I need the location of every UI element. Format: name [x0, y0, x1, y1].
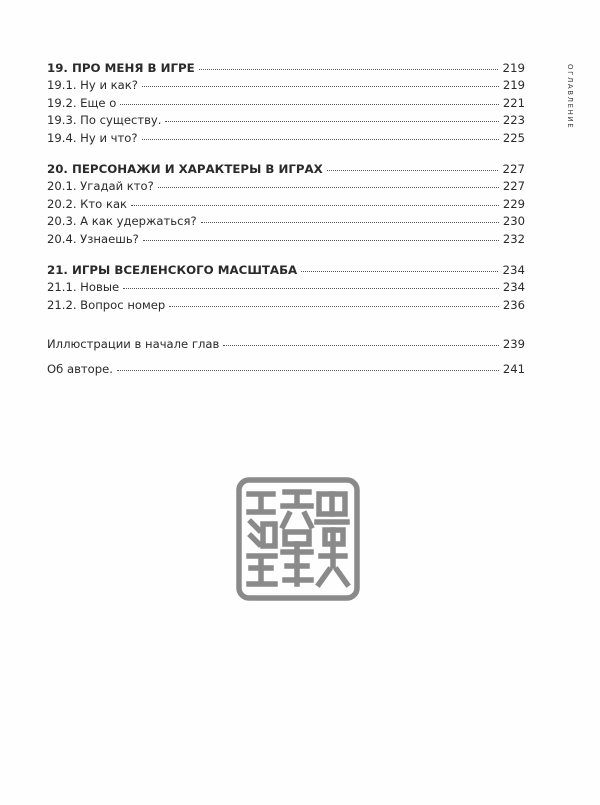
- leader-dots: [131, 205, 499, 206]
- page-number: 219: [502, 61, 525, 75]
- toc-item[interactable]: [47, 178, 525, 195]
- item-title: 19.4. Ну и что?: [47, 130, 138, 145]
- page-number: 223: [502, 113, 525, 128]
- toc-item[interactable]: [47, 95, 525, 112]
- page-number: 219: [502, 78, 525, 93]
- seal-stamp: [233, 474, 363, 604]
- toc-chapter-21[interactable]: [47, 262, 525, 279]
- toc-item[interactable]: [47, 77, 525, 94]
- item-title: 20.2. Кто как: [47, 196, 128, 211]
- page-number: 232: [502, 231, 525, 246]
- leader-dots: [199, 69, 499, 70]
- toc-about-author[interactable]: [47, 361, 525, 378]
- toc-item[interactable]: [47, 130, 525, 147]
- page-number: 225: [502, 130, 525, 145]
- toc-chapter-20[interactable]: [47, 161, 525, 178]
- item-title: 20.1. Угадай кто?: [47, 179, 154, 194]
- page-number: 239: [502, 337, 525, 352]
- item-title: Иллюстрации в начале глав: [47, 337, 220, 352]
- leader-dots: [169, 306, 499, 307]
- item-title: 21.2. Вопрос номер: [47, 297, 166, 312]
- toc-item[interactable]: [47, 112, 525, 129]
- leader-dots: [165, 121, 498, 122]
- page-number: 227: [502, 161, 525, 176]
- leader-dots: [327, 170, 499, 171]
- item-title: 20.3. А как удержаться?: [47, 214, 197, 229]
- item-title: 19.2. Еще о: [47, 95, 117, 110]
- toc-illustrations[interactable]: [47, 336, 525, 353]
- page-number: 241: [502, 362, 525, 377]
- chapter-title: 19. ПРО МЕНЯ В ИГРЕ: [47, 61, 195, 75]
- leader-dots: [142, 139, 499, 140]
- page-number: 229: [502, 196, 525, 211]
- toc-chapter-19[interactable]: [47, 60, 525, 77]
- item-title: 19.3. По существу.: [47, 113, 162, 128]
- toc-item[interactable]: [47, 279, 525, 296]
- leader-dots: [158, 187, 499, 188]
- page-number: 234: [502, 280, 525, 295]
- item-title: Об авторе.: [47, 362, 113, 377]
- toc-item[interactable]: [47, 196, 525, 213]
- chapter-title: 21. ИГРЫ ВСЕЛЕНСКОГО МАСШТАБА: [47, 262, 298, 277]
- running-header: ОГЛАВЛЕНИЕ: [566, 64, 574, 130]
- chapter-title: 20. ПЕРСОНАЖИ И ХАРАКТЕРЫ В ИГРАХ: [47, 161, 323, 176]
- toc-item[interactable]: [47, 213, 525, 230]
- leader-dots: [201, 222, 499, 223]
- leader-dots: [223, 345, 499, 346]
- seal-stamp-icon: [233, 474, 363, 604]
- leader-dots: [120, 104, 499, 105]
- leader-dots: [301, 271, 498, 272]
- item-title: 19.1. Ну и как?: [47, 78, 138, 93]
- toc-item[interactable]: [47, 231, 525, 248]
- page-number: 236: [502, 297, 525, 312]
- leader-dots: [143, 240, 499, 241]
- leader-dots: [123, 288, 499, 289]
- page-number: 234: [502, 262, 525, 277]
- item-title: 20.4. Узнаешь?: [47, 231, 139, 246]
- page-number: 227: [502, 179, 525, 194]
- item-title: 21.1. Новые: [47, 280, 120, 295]
- table-of-contents: [47, 60, 525, 379]
- leader-dots: [142, 86, 499, 87]
- toc-item[interactable]: [47, 297, 525, 314]
- page-number: 221: [502, 95, 525, 110]
- leader-dots: [117, 370, 499, 371]
- page-number: 230: [502, 214, 525, 229]
